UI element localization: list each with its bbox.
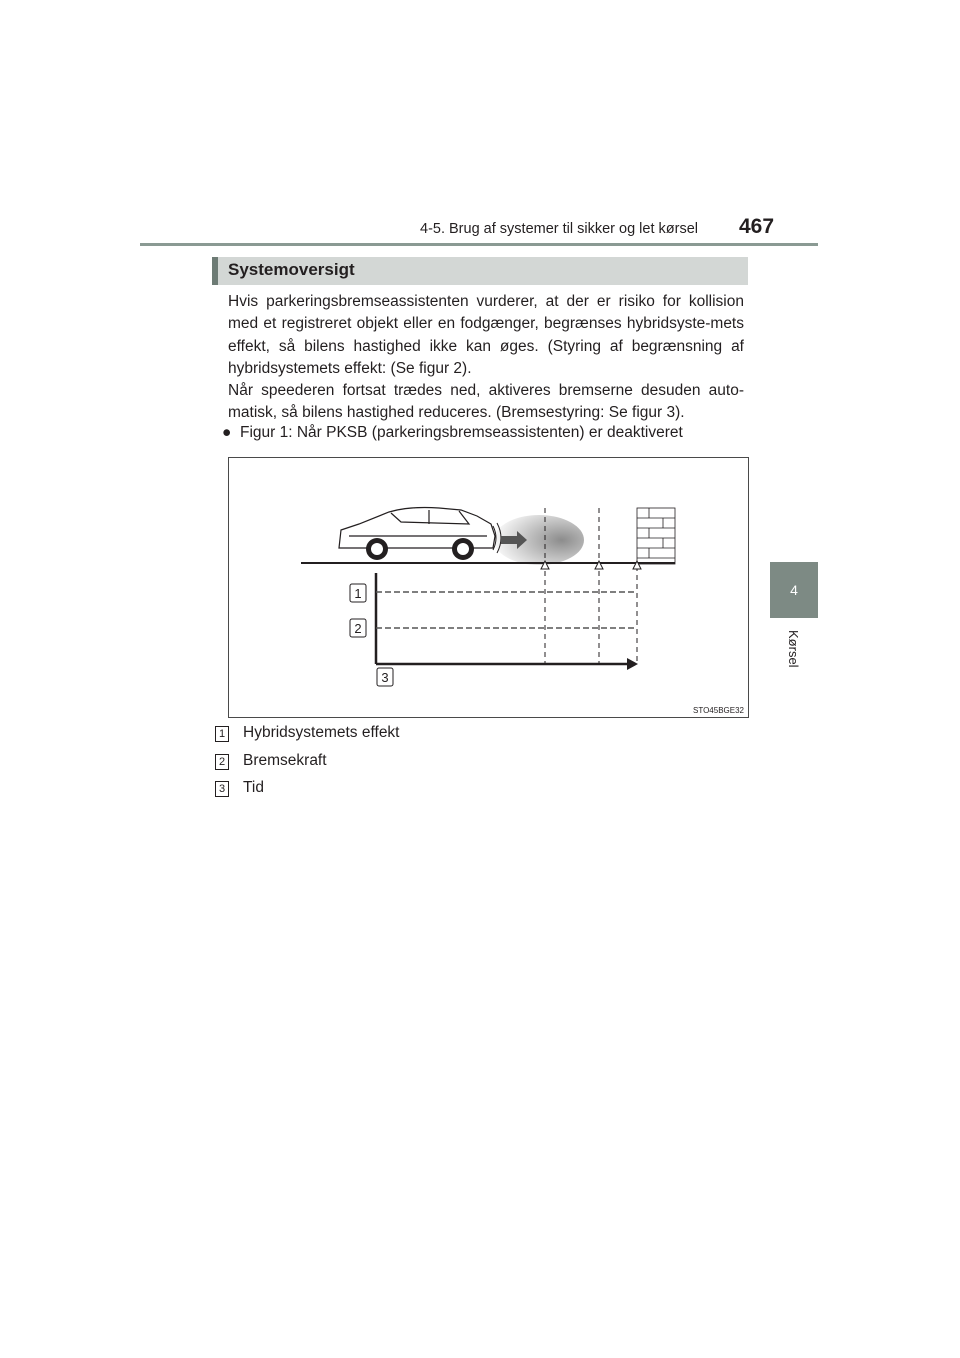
legend-label: Hybridsystemets effekt	[243, 724, 400, 741]
header-divider	[140, 243, 818, 246]
figure-svg	[229, 458, 749, 718]
callout-3-label: 3	[381, 670, 389, 685]
figure-1-illustration	[228, 457, 749, 718]
chapter-tab[interactable]: 4	[770, 562, 818, 618]
legend-number: 1	[215, 726, 229, 742]
wall-illustration	[637, 508, 675, 564]
body-text	[228, 291, 744, 425]
section-heading-bar	[212, 257, 748, 285]
bullet-icon: ●	[222, 424, 232, 441]
legend-label: Bremsekraft	[243, 751, 327, 769]
legend-number: 3	[215, 781, 229, 797]
legend-label: Tid	[243, 779, 264, 796]
figure-code: STO45BGE32	[693, 706, 744, 715]
chapter-title: Kørsel	[786, 630, 801, 668]
car-illustration	[339, 508, 495, 549]
paragraph: Når speederen fortsat trædes ned, aktiveres bremserne desuden auto-matisk, så bilens hastighed reduceres. (Bremsestyring: Se figur 3).	[228, 382, 744, 422]
time-axis-arrow-icon	[627, 658, 638, 670]
callout-1-label: 1	[354, 586, 362, 601]
callout-2-label: 2	[354, 621, 362, 636]
figure-caption-text: Figur 1: Når PKSB (parkeringsbremseassistenten) er deaktiveret	[240, 424, 683, 441]
running-header: 4-5. Brug af systemer til sikker og let kørsel	[420, 221, 698, 237]
paragraph: Hvis parkeringsbremseassistenten vurderer, at der er risiko for kollision med et registreret objekt eller en fodgænger, begrænses hybridsyste-mets effekt, så bilens hastighed ikke kan øges. (Styring af begrænsning af hybridsystemets effekt: (Se figur 2).	[228, 293, 744, 377]
legend-number: 2	[215, 754, 229, 770]
section-title: Systemoversigt	[228, 260, 355, 279]
page-number: 467	[739, 215, 775, 238]
figure-caption	[222, 424, 683, 442]
